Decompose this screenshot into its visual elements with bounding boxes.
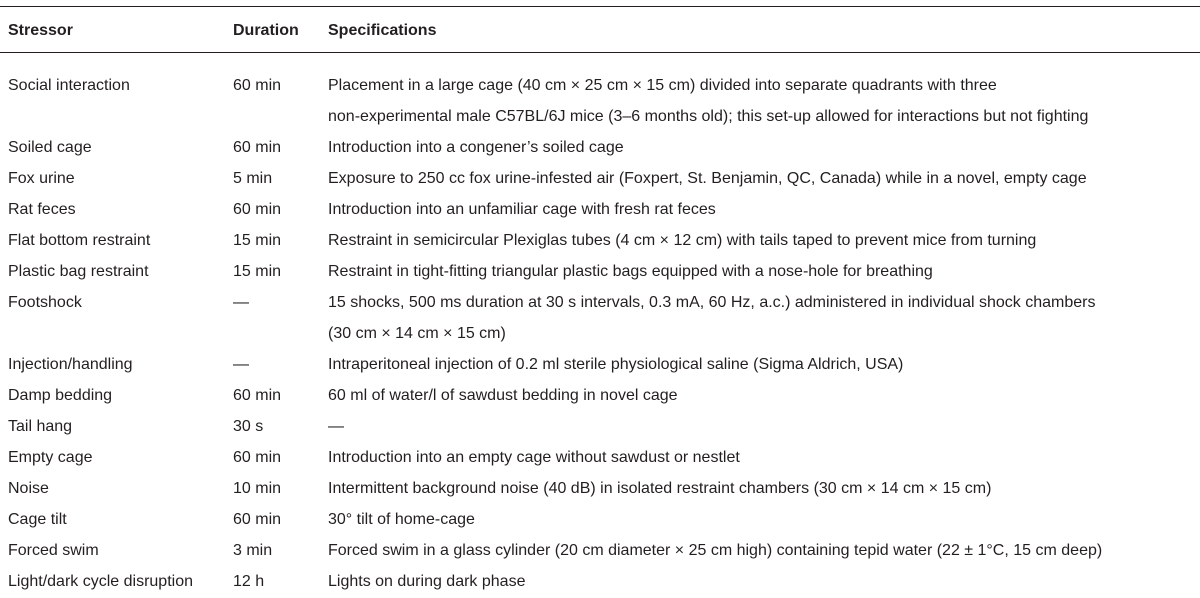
- specification-line: Intermittent background noise (40 dB) in isolated restraint chambers (30 cm × 14 cm × 15 cm): [328, 480, 992, 497]
- specification-line: Introduction into a congener’s soiled cage: [328, 139, 624, 156]
- specification-line: Restraint in semicircular Plexiglas tubes (4 cm × 12 cm) with tails taped to prevent mice from turning: [328, 232, 1037, 249]
- cell-stressor: Tail hang: [8, 418, 73, 435]
- table-row: [0, 566, 1200, 597]
- table-row: [0, 225, 1200, 256]
- specification-line: Placement in a large cage (40 cm × 25 cm × 15 cm) divided into separate quadrants with three: [328, 77, 997, 94]
- cell-specifications: [328, 225, 1200, 256]
- cell-duration: 15 min: [233, 263, 282, 280]
- cell-duration: 60 min: [233, 387, 282, 404]
- cell-duration: 30 s: [233, 418, 264, 435]
- cell-duration: 5 min: [233, 170, 273, 187]
- specification-line: Forced swim in a glass cylinder (20 cm diameter × 25 cm high) containing tepid water (22 ± 1°C, 15 cm deep): [328, 542, 1103, 559]
- cell-duration: —: [233, 356, 249, 373]
- cell-specifications: [328, 163, 1200, 194]
- cell-stressor: Plastic bag restraint: [8, 263, 149, 280]
- cell-stressor: Forced swim: [8, 542, 99, 559]
- cell-specifications: [328, 287, 1200, 349]
- table-row: [0, 349, 1200, 380]
- cell-duration: 60 min: [233, 139, 282, 156]
- table-row: [0, 473, 1200, 504]
- cell-specifications: [328, 256, 1200, 287]
- specification-line: Introduction into an unfamiliar cage with fresh rat feces: [328, 201, 716, 218]
- specification-line: 30° tilt of home-cage: [328, 511, 475, 528]
- table-row: [0, 163, 1200, 194]
- table-row: [0, 70, 1200, 132]
- header-stressor: Stressor: [8, 22, 73, 39]
- cell-specifications: [328, 194, 1200, 225]
- cell-duration: 12 h: [233, 573, 265, 590]
- cell-stressor: Fox urine: [8, 170, 75, 187]
- cell-duration: 3 min: [233, 542, 273, 559]
- cell-specifications: [328, 132, 1200, 163]
- data-table: [0, 14, 1200, 597]
- cell-stressor: Empty cage: [8, 449, 93, 466]
- table-row: [0, 256, 1200, 287]
- specification-line: 60 ml of water/l of sawdust bedding in novel cage: [328, 387, 678, 404]
- table-row: [0, 535, 1200, 566]
- cell-stressor: Noise: [8, 480, 49, 497]
- header-duration: Duration: [233, 22, 299, 39]
- specification-line: Lights on during dark phase: [328, 573, 526, 590]
- specification-line: —: [328, 418, 344, 435]
- header-specifications: Specifications: [328, 22, 437, 39]
- cell-stressor: Damp bedding: [8, 387, 113, 404]
- cell-stressor: Injection/handling: [8, 356, 133, 373]
- cell-duration: —: [233, 294, 249, 311]
- cell-stressor: Flat bottom restraint: [8, 232, 151, 249]
- cell-stressor: Rat feces: [8, 201, 76, 218]
- cell-stressor: Cage tilt: [8, 511, 67, 528]
- table-row: [0, 411, 1200, 442]
- table-row: [0, 194, 1200, 225]
- specification-line: Restraint in tight-fitting triangular plastic bags equipped with a nose-hole for breathing: [328, 263, 933, 280]
- table-body: [0, 56, 1200, 597]
- header-row: [0, 14, 1200, 56]
- cell-specifications: [328, 411, 1200, 442]
- specification-line: (30 cm × 14 cm × 15 cm): [328, 325, 506, 342]
- table-top-rule: [0, 6, 1200, 7]
- cell-specifications: [328, 473, 1200, 504]
- cell-specifications: [328, 380, 1200, 411]
- cell-duration: 10 min: [233, 480, 282, 497]
- cell-duration: 60 min: [233, 449, 282, 466]
- specification-line: 15 shocks, 500 ms duration at 30 s intervals, 0.3 mA, 60 Hz, a.c.) administered in individual shock chambers: [328, 294, 1096, 311]
- cell-duration: 15 min: [233, 232, 282, 249]
- cell-stressor: Soiled cage: [8, 139, 92, 156]
- cell-specifications: [328, 70, 1200, 132]
- table-row: [0, 442, 1200, 473]
- cell-stressor: Social interaction: [8, 77, 130, 94]
- cell-duration: 60 min: [233, 77, 282, 94]
- spacer-row: [0, 56, 1200, 70]
- cell-specifications: [328, 535, 1200, 566]
- table-row: [0, 287, 1200, 349]
- cell-specifications: [328, 566, 1200, 597]
- cell-duration: 60 min: [233, 511, 282, 528]
- specification-line: non-experimental male C57BL/6J mice (3–6 months old); this set-up allowed for interactions but not fighting: [328, 108, 1089, 125]
- table-row: [0, 132, 1200, 163]
- cell-duration: 60 min: [233, 201, 282, 218]
- cell-specifications: [328, 442, 1200, 473]
- cell-stressor: Light/dark cycle disruption: [8, 573, 193, 590]
- cell-stressor: Footshock: [8, 294, 82, 311]
- table-row: [0, 504, 1200, 535]
- specification-line: Introduction into an empty cage without sawdust or nestlet: [328, 449, 740, 466]
- cell-specifications: [328, 504, 1200, 535]
- cell-specifications: [328, 349, 1200, 380]
- specification-line: Intraperitoneal injection of 0.2 ml sterile physiological saline (Sigma Aldrich, USA): [328, 356, 904, 373]
- table-row: [0, 380, 1200, 411]
- specification-line: Exposure to 250 cc fox urine-infested air (Foxpert, St. Benjamin, QC, Canada) while in a novel, empty cage: [328, 170, 1087, 187]
